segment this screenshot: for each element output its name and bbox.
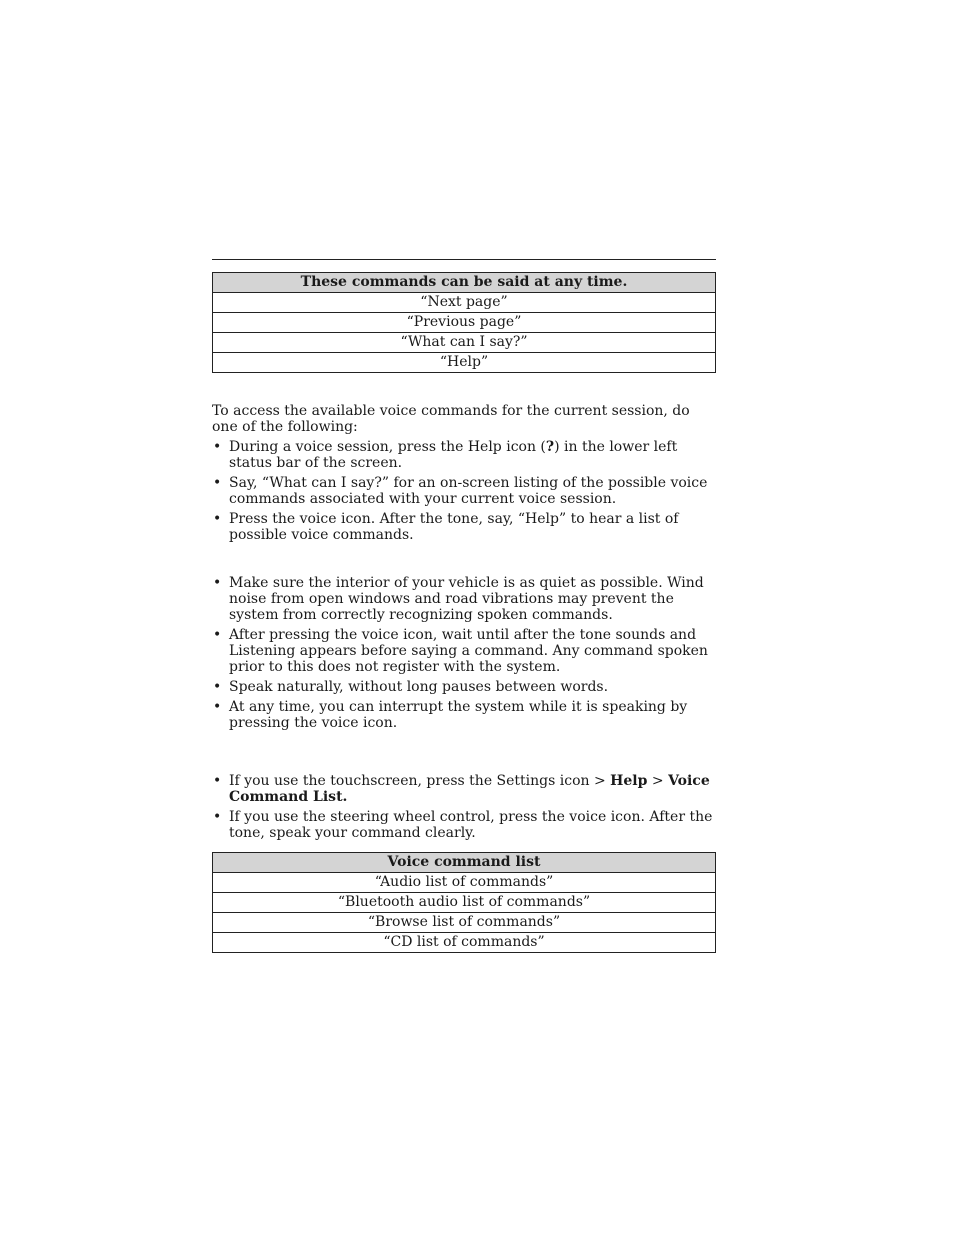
top-rule [212,259,716,260]
list-item: • Press the voice icon. After the tone, say, “Help” to hear a list of possible voice commands. [213,511,679,543]
list-item: • Make sure the interior of your vehicle is as quiet as possible. Wind noise from open windows and road vibrations may prevent the system from correctly recognizing spoken commands. [213,575,704,623]
list-item: • If you use the touchscreen, press the Settings icon > Help > Voice Command List. [213,773,710,805]
table-row: “Previous page” [213,313,716,333]
table-row: “Help” [213,353,716,373]
tips-list [212,575,716,735]
access-options-list [212,439,716,547]
list-item: • During a voice session, press the Help icon (?) in the lower left status bar of the screen. [213,439,678,471]
table-header: These commands can be said at any time. [213,273,716,293]
list-item: • Say, “What can I say?” for an on-screen listing of the possible voice commands associated with your current voice session. [213,475,708,507]
table-row: “What can I say?” [213,333,716,353]
table-row: “Next page” [213,293,716,313]
list-item: • After pressing the voice icon, wait until after the tone sounds and Listening appears before saying a command. Any command spoken prior to this does not register with the system. [213,627,708,675]
table-row: “Bluetooth audio list of commands” [213,893,716,913]
list-item: • If you use the steering wheel control, press the voice icon. After the tone, speak your command clearly. [213,809,713,841]
method-list [212,773,716,845]
voice-command-list-table [212,852,716,953]
anytime-commands-table [212,272,716,373]
intro-paragraph: To access the available voice commands for the current session, do one of the following: [212,403,690,435]
table-row: “Audio list of commands” [213,873,716,893]
help-question-icon: ? [545,439,555,455]
list-item: • At any time, you can interrupt the system while it is speaking by pressing the voice icon. [213,699,688,731]
table-row: “CD list of commands” [213,933,716,953]
table-header: Voice command list [213,853,716,873]
list-item: • Speak naturally, without long pauses between words. [213,679,609,695]
table-row: “Browse list of commands” [213,913,716,933]
